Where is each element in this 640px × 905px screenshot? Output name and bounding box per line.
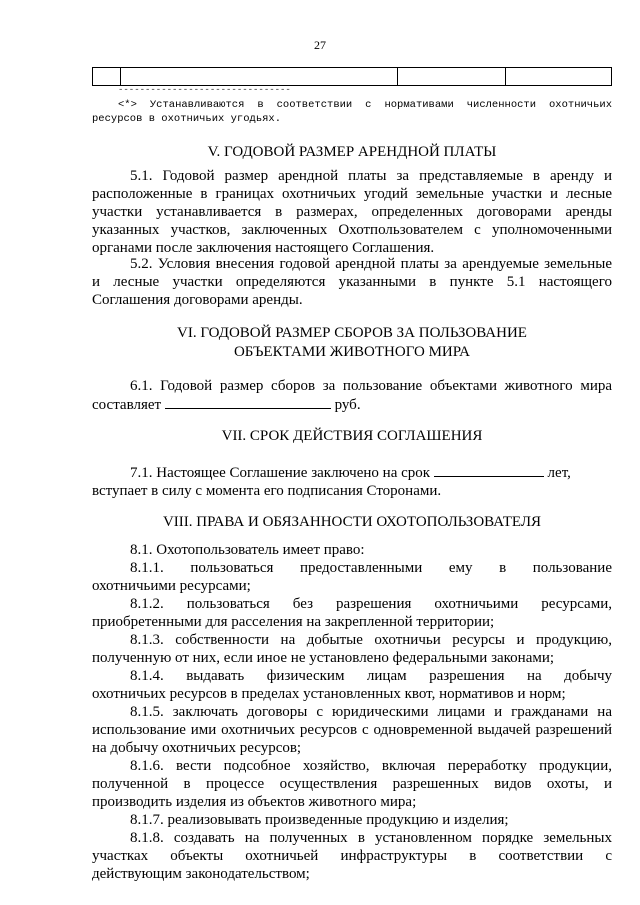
page-number: 27 <box>314 38 326 52</box>
text-fragment: составляет <box>92 397 162 413</box>
text-line: приобретенными для расселения на закрепленной территории; <box>92 614 495 630</box>
paragraph-5-2 <box>92 255 612 309</box>
paragraph-7-1 <box>92 463 612 500</box>
text-line: Соглашения договорами аренды. <box>92 292 303 308</box>
footnote-rule: -------------------------------- <box>118 85 291 95</box>
text-line: 6.1. Годовой размер сборов за пользование объектами животного мира <box>130 378 612 394</box>
text-line: 8.1.2. пользоваться без разрешения охотничьими ресурсами, <box>130 596 612 612</box>
text-line: производить изделия из объектов животного мира; <box>92 794 417 810</box>
section-8-title: VIII. ПРАВА И ОБЯЗАННОСТИ ОХОТОПОЛЬЗОВАТЕЛЯ <box>162 514 542 530</box>
text-line: и лесные участки определяются указанными в пункте 5.1 настоящего <box>92 274 612 290</box>
paragraph-6-1 <box>92 377 612 414</box>
section-6-title <box>92 324 612 362</box>
paragraph-8-1 <box>92 541 612 883</box>
text-line: охотничьих ресурсов в пределах установленных квот, нормативов и норм; <box>92 686 566 702</box>
text-line: 5.1. Годовой размер арендной платы за представляемые в аренду и <box>130 168 612 184</box>
text-line: 8.1.3. собственности на добытые охотничьи ресурсы и продукцию, <box>130 632 612 648</box>
text-line: расположенные в границах охотничьих угодий земельные участки и лесные <box>92 186 612 202</box>
paragraph-5-1 <box>92 167 612 257</box>
text-fragment: руб. <box>334 397 361 413</box>
text-line: 5.2. Условия внесения годовой арендной платы за арендуемые земельные <box>130 256 612 272</box>
text-line: указанных участков, заключенных Охотпользователем с уполномоченными <box>92 222 612 238</box>
text-line: 8.1.1. пользоваться предоставленными ему в пользование <box>130 560 612 576</box>
blank-field <box>165 395 331 409</box>
footnote-line: ресурсов в охотничьих угодьях. <box>92 113 282 125</box>
text-line: действующим законодательством; <box>92 866 310 882</box>
text-line: использование ими охотничьих ресурсов с одновременной выдачей разрешений <box>92 722 612 738</box>
text-line: 8.1. Охотопользователь имеет право: <box>130 542 365 558</box>
footnote <box>92 98 612 126</box>
footnote-line: <*> Устанавливаются в соответствии с нормативами численности охотничьих <box>118 99 612 111</box>
text-line <box>92 395 612 414</box>
text-line: участки устанавливается в размерах, определенных договорами аренды <box>92 204 612 220</box>
table-cell <box>398 68 506 85</box>
table-cell <box>121 68 398 85</box>
text-line: 8.1.8. создавать на полученных в установленном порядке земельных <box>130 830 612 846</box>
section-7-title: VII. СРОК ДЕЙСТВИЯ СОГЛАШЕНИЯ <box>221 428 483 444</box>
table-cell <box>506 68 611 85</box>
text-line: на добычу охотничьих ресурсов; <box>92 740 302 756</box>
title-line: VI. ГОДОВОЙ РАЗМЕР СБОРОВ ЗА ПОЛЬЗОВАНИЕ <box>177 325 527 341</box>
text-line: полученной в процессе осуществления разрешенных видов охоты, и <box>92 776 612 792</box>
text-line: 8.1.5. заключать договоры с юридическими лицами и гражданами на <box>130 704 612 720</box>
section-5-title: V. ГОДОВОЙ РАЗМЕР АРЕНДНОЙ ПЛАТЫ <box>207 144 497 160</box>
title-line: ОБЪЕКТАМИ ЖИВОТНОГО МИРА <box>233 344 471 360</box>
text-fragment: 7.1. Настоящее Соглашение заключено на срок <box>130 465 431 481</box>
table-row <box>92 67 612 86</box>
text-line: 8.1.7. реализовывать произведенные продукцию и изделия; <box>130 812 509 828</box>
text-line: охотничьими ресурсами; <box>92 578 251 594</box>
text-line: полученную от них, если иное не установлено федеральными законами; <box>92 650 555 666</box>
text-line: 8.1.4. выдавать физическим лицам разрешения на добычу <box>130 668 612 684</box>
text-line: вступает в силу с момента его подписания Сторонами. <box>92 483 442 499</box>
text-line: участках объекты охотничьей инфраструктуры в соответствии с <box>92 848 612 864</box>
text-line: 8.1.6. вести подсобное хозяйство, включая переработку продукции, <box>130 758 612 774</box>
blank-field <box>434 463 544 477</box>
text-line <box>92 463 612 482</box>
text-fragment: лет, <box>547 465 571 481</box>
table-cell <box>93 68 121 85</box>
text-line: органами после заключения настоящего Соглашения. <box>92 240 435 256</box>
